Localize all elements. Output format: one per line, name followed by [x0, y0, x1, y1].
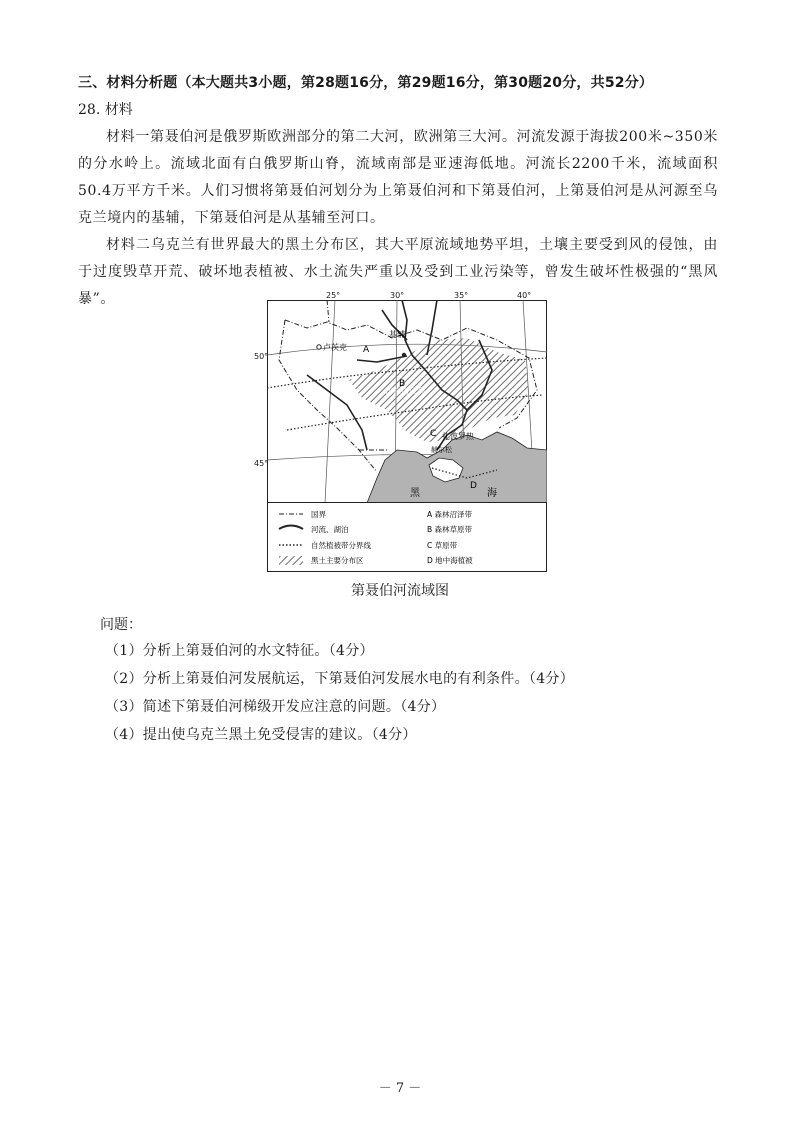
lon-label-35: 35° — [454, 291, 469, 300]
dnieper-basin-map — [267, 300, 547, 572]
lon-label-25: 25° — [326, 291, 341, 300]
map-caption: 第聂伯河流域图 — [351, 583, 449, 599]
lutsk-label: 卢茨克 — [323, 343, 347, 352]
legend-black-soil: 黑土主要分布区 — [311, 556, 364, 565]
page-number: － 7 － — [378, 1081, 422, 1096]
question-item-2: （2）分析上第聂伯河发展航运，下第聂伯河发展水电的有利条件。（4分） — [105, 671, 575, 687]
sea-label-sea: 海 — [487, 488, 497, 499]
material-one-paragraph: 材料一第聂伯河是俄罗斯欧洲部分的第二大河，欧洲第三大河。河流发源于海拔200米~350米的分水岭上。流域北面有白俄罗斯山脊，流域南部是亚速海低地。河流长2200千米，流域面积50.4万平方千米。人们习惯将第聂伯河划分为上第聂伯河和下第聂伯河，上第聂伯河是从河源至乌克兰境内的基辅，下第聂伯河是从基辅至河口。 — [78, 129, 718, 226]
lon-labels — [0, 291, 800, 301]
map-legend — [268, 503, 547, 572]
kyiv-marker — [402, 353, 406, 357]
zaporizhzhia-label: 扎波罗热 — [442, 432, 474, 441]
zone-a-letter: A — [363, 345, 370, 355]
kyiv-label: 基辅 — [389, 330, 405, 339]
question-item-3: （3）简述下第聂伯河梯级开发应注意的问题。（4分） — [105, 699, 446, 715]
legend-zone-b: B 森林草原带 — [427, 525, 473, 534]
zone-d-letter: D — [470, 481, 477, 491]
questions-label: 问题： — [100, 617, 142, 633]
kherson-label: 赫尔松 — [431, 446, 452, 454]
chernobyl-label: 切尔诺贝利 — [385, 387, 425, 396]
lon-label-40: 40° — [517, 291, 532, 300]
question-item-4: （4）提出使乌克兰黑土免受侵害的建议。（4分） — [105, 727, 417, 743]
legend-zone-d: D 地中海植被 — [427, 556, 473, 565]
question-number: 28. 材料 — [78, 102, 133, 118]
lat-label-50: 50° — [254, 352, 269, 361]
lutsk-marker — [317, 345, 321, 349]
zone-b-letter: B — [399, 379, 406, 389]
sea-label-black: 黑 — [410, 488, 420, 499]
legend-zone-c: C 草原带 — [427, 541, 458, 550]
legend-river: 河流、湖泊 — [311, 525, 349, 534]
lat-label-45: 45° — [254, 459, 269, 468]
zone-c-letter: C — [430, 429, 437, 439]
legend-zone-a: A 森林沼泽带 — [427, 510, 473, 519]
legend-veg-line: 自然植被带分界线 — [311, 541, 371, 550]
question-item-1: （1）分析上第聂伯河的水文特征。（4分） — [105, 643, 374, 659]
lon-label-30: 30° — [390, 291, 405, 300]
section-title: 三、材料分析题（本大题共3小题，第28题16分，第29题16分，第30题20分，共52分） — [78, 75, 654, 91]
legend-border: 国界 — [311, 510, 326, 519]
material-two-paragraph: 材料二乌克兰有世界最大的黑土分布区，其大平原流域地势平坦，土壤主要受到风的侵蚀，由于过度毁草开荒、破坏地表植被、水土流失严重以及受到工业污染等，曾发生破坏性极强的“黑风暴”。 — [78, 237, 718, 307]
